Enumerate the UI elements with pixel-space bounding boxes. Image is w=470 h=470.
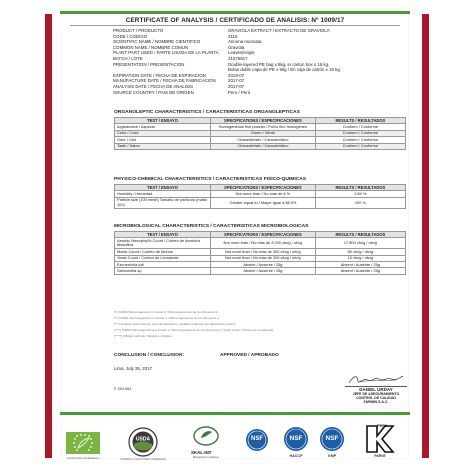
info-value: Peru / Perú — [228, 89, 251, 95]
footnote: (*****) Official methods / Métodos oficiales — [114, 334, 172, 338]
certificate-title: CERTIFICATE OF ANALYSIS / CERTIFICADO DE ANALISIS: Nº 1009/17 — [125, 17, 345, 24]
result-cell: 17 800 cfu/g / ufc/g — [315, 238, 405, 249]
result-cell: Absent / Ausente / 25g — [315, 268, 405, 274]
right-red-border — [422, 14, 429, 458]
eu-organic-caption: Control Union Certifications — [67, 457, 99, 460]
result-cell: Conform / Conforme — [315, 124, 405, 130]
results-header: RESULTS / RESULTADOS — [315, 232, 405, 238]
nsf-gmp-logo — [319, 426, 345, 457]
conclusion-value: APPROVED / APROBADO — [220, 353, 279, 358]
table-row — [115, 197, 406, 208]
test-cell: Odor / Olor — [115, 137, 211, 143]
info-label: ANALYSIS DATE / FECHA DE ANALISIS — [113, 83, 194, 89]
nsf-gmp-text: NSF — [325, 435, 339, 442]
info-value: Leaves/Hojas — [228, 50, 255, 56]
info-label: PLANT PART USED / PARTE USADA DE LA PLANTA — [113, 50, 219, 56]
info-label: SOURCE COUNTRY / PAIS DE ORIGEN — [113, 89, 194, 95]
result-cell: Conform / Conforme — [315, 130, 405, 136]
title-underline — [70, 25, 400, 26]
info-value: 2017-07 — [228, 83, 245, 89]
table-row — [115, 268, 406, 274]
skal-leaf-icon — [190, 425, 222, 449]
test-header: TEST / ENSAYO — [115, 118, 211, 124]
haccp-caption: HACCP — [289, 454, 303, 458]
signature-block — [345, 373, 407, 404]
kosher-parve-logo — [365, 423, 395, 460]
footnote: (****) ICMSF Microorganisms in Foods 1 / Microorganismos de los Alimentos 1 (Yeast Count / Conteo de Levaduras) — [114, 328, 274, 332]
result-cell: 3.84 % — [315, 191, 405, 197]
spec-cell: Not more than / No más de 300 cfu/g / ufc/g — [211, 249, 316, 255]
test-cell: Molds Count / Conteo de Mohos — [115, 249, 211, 255]
spec-cell: Greater equal to / Mayor igual a 98.5% — [211, 197, 316, 208]
test-cell: Escherichia coli — [115, 262, 211, 268]
test-header: TEST / ENSAYO — [115, 185, 211, 191]
info-label: COMMON NAME / NOMBRE COMUN — [113, 44, 189, 50]
test-cell: Salmonella sp. — [115, 268, 211, 274]
spec-cell: Absent / Ausente / 25g — [211, 262, 316, 268]
usda-caption: Certified by Control Union Certifications — [120, 458, 166, 461]
product-info — [113, 28, 409, 95]
top-green-rule — [60, 11, 410, 14]
kosher-caption: PARVE — [374, 454, 386, 458]
signer-name: DANIEL URDAY — [345, 386, 407, 392]
spec-cell: Characteristic / Característico — [211, 143, 316, 149]
usda-seal-icon — [128, 427, 158, 457]
result-cell: 10 cfu/g / ufc/g — [315, 255, 405, 261]
info-label: CODE / CODIGO — [113, 33, 148, 39]
form-code: F-CKI-061 — [114, 387, 132, 391]
test-cell: Particle size (100 mesh) Tamaño de partícula (malla 100) — [115, 197, 211, 208]
conclusion-label: CONCLUSION / CONCLUSION: — [114, 353, 185, 358]
info-label: BATCH / LOTE — [113, 55, 143, 61]
gmp-caption: GMP — [327, 454, 337, 458]
signer-role-1: JEFE DE ASEGURAMIENTO — [352, 392, 400, 396]
certification-logos — [62, 421, 408, 461]
test-cell: Aerobic Mesophyll's Count / Conteo de Aerobios Mesófilos — [115, 238, 211, 249]
eu-organic-logo — [66, 432, 100, 459]
spec-cell: Characteristic / Característico — [211, 137, 316, 143]
test-cell: Taste / Sabor — [115, 143, 211, 149]
result-cell: Conform / Conforme — [315, 143, 405, 149]
results-header: RESULTS / RESULTADOS — [315, 185, 405, 191]
spec-header: SPECIFICATIONS / ESPECIFICACIONES — [211, 118, 316, 124]
results-header: RESULTS / RESULTADOS — [315, 118, 405, 124]
signature-scribble-icon — [346, 373, 406, 386]
info-value: 21076817 — [228, 55, 248, 61]
svg-text:USDA: USDA — [135, 436, 151, 443]
test-cell: Color / Color — [115, 130, 211, 136]
organoleptic-table — [114, 117, 406, 150]
test-header: TEST / ENSAYO — [115, 232, 211, 238]
micro-table — [114, 231, 406, 275]
info-value: 2019-07 — [228, 72, 245, 78]
info-row — [113, 90, 409, 96]
signer-company: FARMIN S.A.C. — [363, 400, 389, 404]
info-label: EXPIRATION DATE / FECHA DE EXPIRACION — [113, 72, 206, 78]
info-label: PRESENTATION / PRESENTACION — [113, 61, 185, 67]
certificate-page — [62, 14, 408, 461]
info-label: MANUFACTURE DATE / FECHA DE FABRICACION — [113, 78, 216, 84]
test-cell: Yeast Count / Conteo de Levaduras — [115, 255, 211, 261]
spec-cell: Absent / Ausente / 25g — [211, 268, 316, 274]
spec-cell: Not more than / No más de 3 000 cfu/g / ufc/g — [211, 238, 316, 249]
info-value-continued: Bolsa doble capa de PE x 5kg / En caja de cartón x 15 kg. — [228, 67, 342, 73]
info-value: 2115 — [228, 33, 238, 39]
info-value: GRAVIOLA EXTRACT / EXTRACTO DE GRAVIOLA — [228, 28, 330, 33]
nsf-haccp-text: NSF — [289, 435, 303, 442]
result-cell: 60 cfu/g / ufc/g — [315, 249, 405, 255]
kosher-sub-text: PERU — [377, 424, 388, 428]
skal-text: SKAL-INT — [191, 450, 212, 455]
footnote: (**) ICMSF Microorganisms in Foods 1 / Microorganismos de los Alimentos 1 — [114, 316, 220, 320]
result-cell: Conform / Conforme — [315, 137, 405, 143]
spec-header: SPECIFICATIONS / ESPECIFICACIONES — [211, 185, 316, 191]
organoleptic-title: ORGANOLEPTIC CHARACTERISTICS / CARACTERISTICAS ORGANOLEPTICAS — [114, 110, 300, 115]
physico-title: PHYSICO-CHEMICAL CHARACTERISTICS / CARACTERISTICAS FISICO-QUIMICAS — [114, 177, 307, 182]
left-red-border — [45, 14, 52, 458]
spec-cell: Homogeneous fine powder / Polvo fino homogéneo — [211, 124, 316, 130]
physico-table — [114, 184, 406, 209]
test-cell: Humidity / Humedad — [115, 191, 211, 197]
signer-role-2: CONTROL DE CALIDAD — [356, 396, 396, 400]
micro-title: MICROBIOLOGICAL CHARACTERISTICS / CARACTERISTICAS MICROBIOLOGICAS — [114, 224, 309, 229]
spec-cell: Not more than / No más de 8 % — [211, 191, 316, 197]
footnote: (***) Analysis performed by external laboratory / Análisis realizado por laboratorio externo — [114, 322, 236, 326]
eu-leaf-icon — [66, 432, 100, 454]
nsf-haccp-logo — [283, 426, 309, 457]
footnote: (*) ICMSF Microorganisms in Foods 2 / Microorganismos de los Alimentos 2 — [114, 310, 218, 314]
test-cell: Appearance / Aspecto — [115, 124, 211, 130]
info-label: PRODUCT / PRODUCTO — [113, 28, 164, 33]
info-value: Graviola — [228, 44, 245, 50]
spec-header: SPECIFICATIONS / ESPECIFICACIONES — [211, 232, 316, 238]
result-cell: Absent / Ausente / 25g — [315, 262, 405, 268]
bottom-green-rule — [60, 412, 410, 415]
nsf-1-text: NSF — [251, 436, 263, 442]
info-value: 2017-07 — [228, 78, 245, 84]
table-row — [115, 143, 406, 149]
table-row — [115, 238, 406, 249]
info-value: Annona muricata — [228, 39, 262, 45]
skal-caption: Biologische Landbouw — [193, 456, 219, 459]
nsf-logo-1 — [245, 428, 269, 457]
result-cell: 100 % — [315, 197, 405, 208]
usda-organic-logo — [128, 427, 158, 462]
spec-cell: Not more than / No más de 300 cfu/g / ufc/g — [211, 255, 316, 261]
info-value: Double-layered PE bag x 5kg, in carton box x 15 kg. — [228, 61, 330, 67]
spec-cell: Green / Verde — [211, 130, 316, 136]
place-date: Lima, July 25, 2017 — [114, 366, 153, 371]
info-label: SCIENTIFIC NAME / NOMBRE CIENTIFICO — [113, 39, 201, 45]
